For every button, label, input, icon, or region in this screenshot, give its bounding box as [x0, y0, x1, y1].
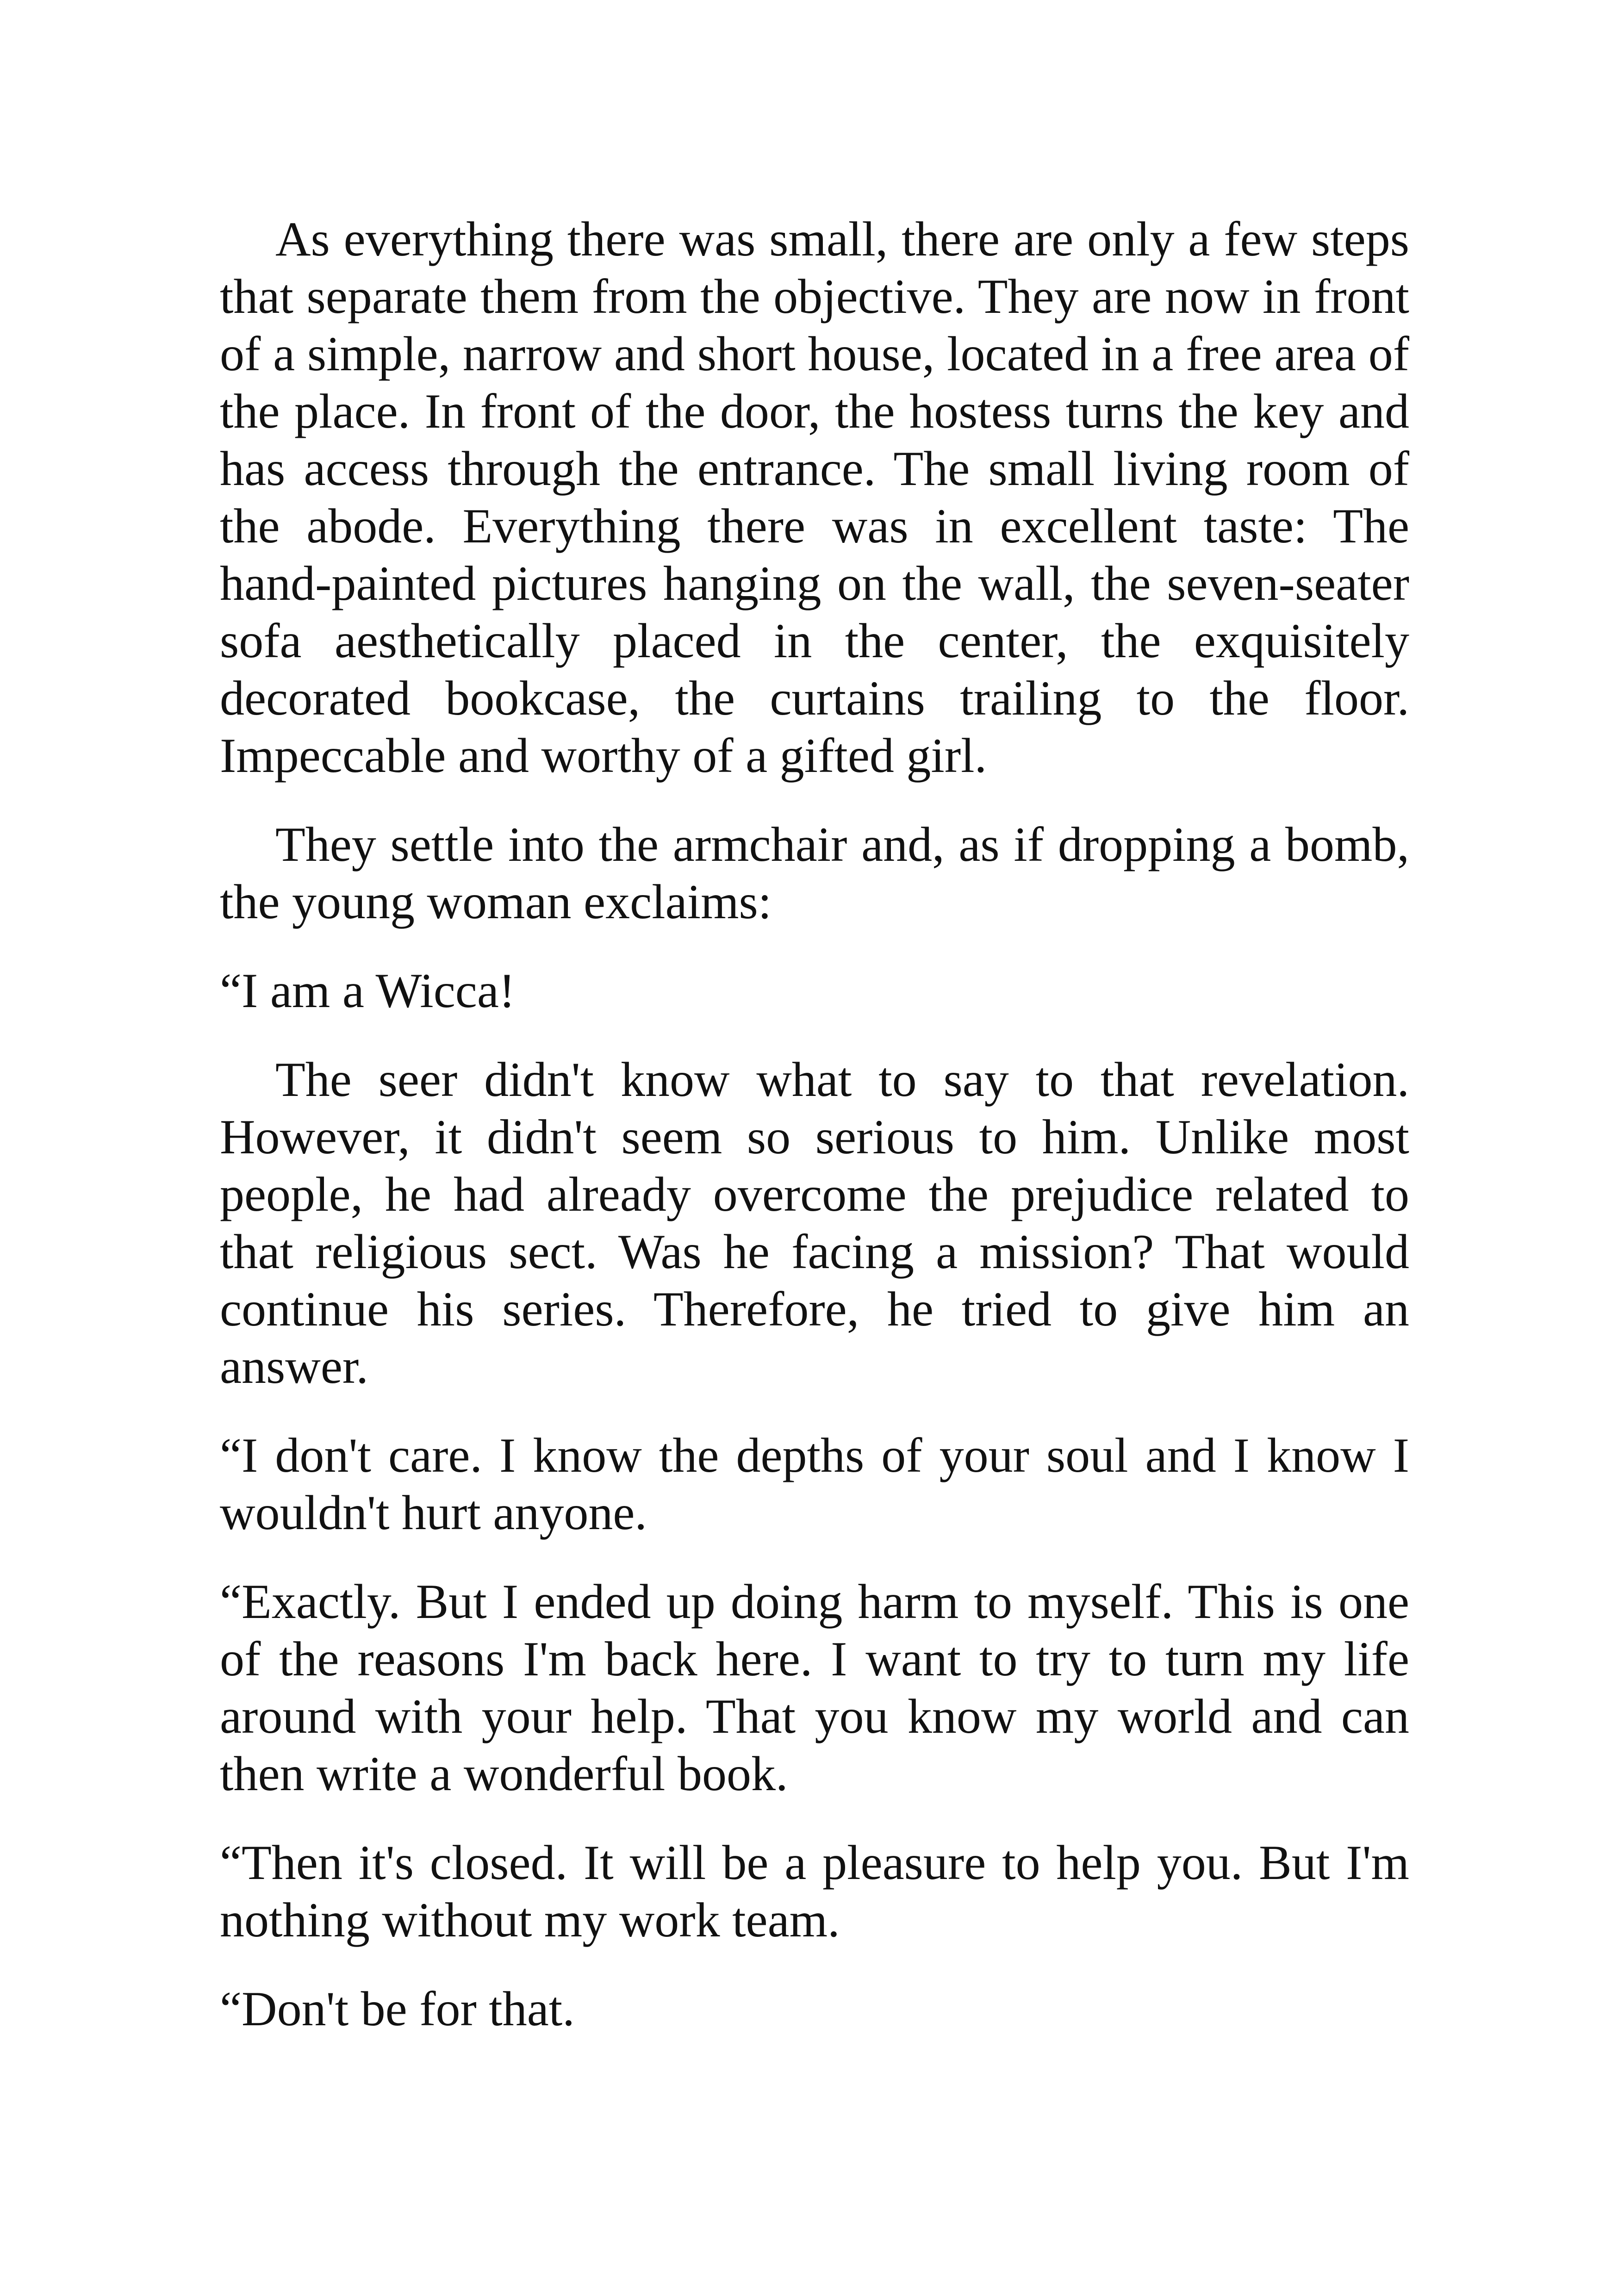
body-text: [220, 211, 1409, 2069]
paragraph-3: “I am a Wicca!: [220, 964, 516, 1018]
paragraph-5: “I don't care. I know the depths of your soul and I know I wouldn't hurt anyone.: [220, 1428, 1409, 1540]
paragraph-1: As everything there was small, there are only a few steps that separate them from the objective. They are now in front of a simple, narrow and short house, located in a free area of the place. In front of the door, the hostess turns the key and has access through the entrance. The small living room of the abode. Everything there was in excellent taste: The hand-painted pictures hanging on the wall, the seven-seater sofa aesthetically placed in the center, the exquisitely decorated bookcase, the curtains trailing to the floor. Impeccable and worthy of a gifted girl.: [220, 212, 1409, 783]
paragraph-8: “Don't be for that.: [220, 1982, 575, 2036]
paragraph-4: The seer didn't know what to say to that revelation. However, it didn't seem so serious to him. Unlike most people, he had already overcome the prejudice related to that religious sect. Was he facing a mission? That would continue his series. Therefore, he tried to give him an answer.: [220, 1052, 1409, 1394]
paragraph-6: “Exactly. But I ended up doing harm to myself. This is one of the reasons I'm back here. I want to try to turn my life around with your help. That you know my world and can then write a wonderful book.: [220, 1574, 1409, 1801]
paragraph-2: They settle into the armchair and, as if dropping a bomb, the young woman exclaims:: [220, 817, 1409, 929]
paragraph-7: “Then it's closed. It will be a pleasure to help you. But I'm nothing without my work team.: [220, 1836, 1409, 1947]
